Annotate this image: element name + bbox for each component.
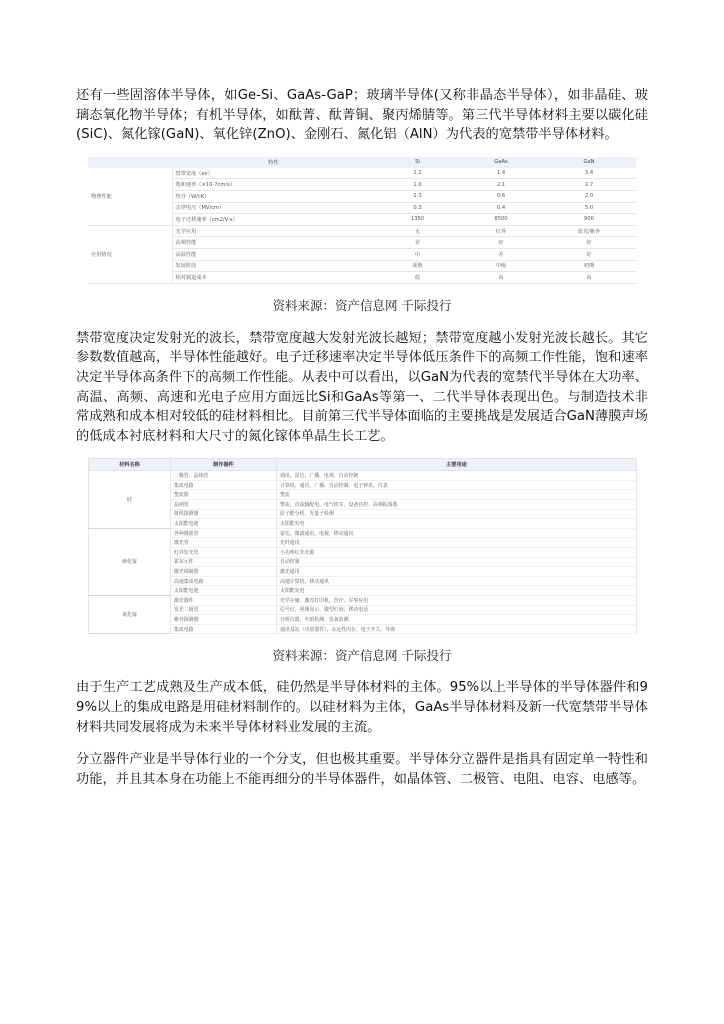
table1-header-gan: GaN — [542, 157, 636, 168]
table-row — [89, 596, 637, 606]
table-cell: 1.0 — [375, 179, 460, 191]
table-cell: 太阳能发电 — [277, 519, 637, 529]
table-cell: 紫外探测器 — [171, 615, 277, 625]
table-cell: 900 — [542, 214, 636, 226]
semiconductor-applications-table — [88, 458, 637, 634]
table2-group-label: 氮化镓 — [89, 596, 171, 634]
table1-header-group — [88, 157, 172, 168]
paragraph-4: 分立器件产业是半导体行业的一个分支，但也极其重要。半导体分立器件是指具有固定单一特性和功能，并且其本身在功能上不能再细分的半导体器件，如晶体管、二极管、电阻、电容、电感等。 — [76, 752, 648, 787]
table1-header-row — [88, 157, 636, 168]
table-cell: 击穿电压（MV/cm） — [172, 202, 375, 214]
table-cell: 光学应用 — [172, 225, 375, 237]
table-cell: 射线探测器 — [171, 509, 277, 519]
table2-header-row — [89, 459, 637, 471]
table-cell: 计算机、通讯、广播、自动控制、电子钟表、仪表 — [277, 480, 637, 490]
table-row — [89, 557, 637, 567]
table-cell: 自动控制 — [277, 557, 637, 567]
table-row — [89, 490, 637, 500]
table-cell: 1.1 — [375, 168, 460, 179]
table-cell: 原子能分析、光量子检测 — [277, 509, 637, 519]
table-row — [89, 471, 637, 481]
table-cell: 0.3 — [375, 202, 460, 214]
table-cell: 高温性能 — [172, 248, 375, 260]
table-cell: 红外 — [460, 225, 542, 237]
table-cell: 晶闸管 — [171, 500, 277, 510]
table-row — [89, 528, 637, 538]
table-cell: 饱和速率（×10-7cm/s） — [172, 179, 375, 191]
table2-header-material: 材料名称 — [89, 459, 171, 471]
table-cell: 成熟 — [375, 260, 460, 272]
table-cell: 发光二极管 — [171, 605, 277, 615]
table-cell: 好 — [542, 237, 636, 249]
table2-group-label: 砷化镓 — [89, 528, 171, 595]
table-cell: 分析仪器、火焰检测、臭氧监测 — [277, 615, 637, 625]
table-cell: 激光通讯 — [277, 567, 637, 577]
table-row — [89, 509, 637, 519]
table-row — [89, 605, 637, 615]
table-cell: 中 — [375, 248, 460, 260]
table-cell: 差 — [460, 248, 542, 260]
table-cell: 低 — [375, 272, 460, 284]
table-cell: 蓝光/紫外 — [542, 225, 636, 237]
table-cell: 太阳能发电 — [277, 586, 637, 596]
table-row — [89, 480, 637, 490]
table-cell: 二极管、晶体管 — [171, 471, 277, 481]
table-cell: 2.7 — [542, 179, 636, 191]
table-row — [88, 225, 636, 237]
table1-header-gaas: GaAs — [460, 157, 542, 168]
table-cell: 差 — [375, 237, 460, 249]
table-cell: 集成电路 — [171, 480, 277, 490]
paragraph-1: 还有一些固溶体半导体，如Ge-Si、GaAs-GaP；玻璃半导体(又称非晶态半导体），如非晶硅、玻璃态氧化物半导体；有机半导体，如酞菁、酞菁铜、聚丙烯腈等。第三代半导体材料主要以碳化硅(SiC)、氮化镓(GaN)、氧化锌(ZnO)、金刚石、氮化铝（AlN）为代表的宽禁带半导体材料。 — [76, 88, 648, 143]
paragraph-3: 由于生产工艺成熟及生产成本低，硅仍然是半导体材料的主体。95%以上半导体的半导体器件和99%以上的集成电路是用硅材料制作的。以硅材料为主体，GaAs半导体材料及新一代宽禁带半导体材料共同发展将成为未来半导体材料业发展的主流。 — [76, 680, 648, 735]
table-cell: 3.4 — [542, 168, 636, 179]
table2-group-label: 硅 — [89, 471, 171, 529]
table-row — [89, 500, 637, 510]
table1-header-si: Si — [375, 157, 460, 168]
table1-group-label: 物理性能 — [88, 168, 172, 225]
table-cell: 通讯基站（功放器件）、永远性内存、电子开关、导弹 — [277, 624, 637, 634]
table-row — [89, 624, 637, 634]
table-cell: 太阳能电池 — [171, 519, 277, 529]
table-row — [89, 576, 637, 586]
table-row — [89, 615, 637, 625]
table-cell: 初期 — [542, 260, 636, 272]
table-cell: 太阳能电池 — [171, 586, 277, 596]
table-cell: 集成电路 — [171, 624, 277, 634]
table-cell: 好 — [542, 248, 636, 260]
table-cell: 小功率红外光源 — [277, 548, 637, 558]
table-cell: 整流 — [277, 490, 637, 500]
table-row — [89, 548, 637, 558]
table-cell: 整流器 — [171, 490, 277, 500]
table-cell: 雷达、微波通讯、电视、移动通讯 — [277, 528, 637, 538]
table-cell: 2.0 — [542, 190, 636, 202]
table2-header-device: 制作器件 — [171, 459, 277, 471]
table-cell: 通讯、雷达、广播、电视、自动控制 — [277, 471, 637, 481]
table-cell: 8500 — [460, 214, 542, 226]
table-row — [88, 168, 636, 179]
table-cell: 高速集成电路 — [171, 576, 277, 586]
table-cell: 发展阶段 — [172, 260, 375, 272]
table-row — [89, 519, 637, 529]
table-cell: 无 — [375, 225, 460, 237]
table-row — [89, 586, 637, 596]
table-cell: 霍尔元件 — [171, 557, 277, 567]
table-cell: 热导（W/cK） — [172, 190, 375, 202]
table-cell: 整流、直流输配电、电气机车、设备自控、高频振荡器 — [277, 500, 637, 510]
table-cell: 高频性能 — [172, 237, 375, 249]
table-cell: 1.3 — [375, 190, 460, 202]
table1-source-caption: 资料来源：资产信息网 千际投行 — [272, 297, 452, 313]
table-cell: 高 — [460, 272, 542, 284]
paragraph-2: 禁带宽度决定发射光的波长，禁带宽度越大发射光波长越短；禁带宽度越小发射光波长越长。其它参数数值越高，半导体性能越好。电子迁移速率决定半导体低压条件下的高频工作性能，饱和速率决定半导体高条件下的高频工作性能。从表中可以看出，以GaN为代表的宽禁代半导体在大功率、高温、高频、高速和光电子应用方面远比Si和GaAs等第一、二代半导体表现出色。与制造技术非常成熟和成本相对较低的硅材料相比。目前第三代半导体面临的主要挑战是发展适合GaN薄膜声场的低成本衬底材料和大尺寸的氮化镓体单晶生长工艺。 — [76, 330, 648, 444]
table1-group-label: 应用情况 — [88, 225, 172, 283]
semiconductor-properties-table — [88, 157, 636, 284]
table-cell: 光纤通讯 — [277, 538, 637, 548]
table-cell: 2.1 — [460, 179, 542, 191]
table-cell: 各种微波管 — [171, 528, 277, 538]
table-cell: 激光器件 — [171, 596, 277, 606]
document-page — [76, 86, 648, 789]
table-cell: 高速计算机、移动通讯 — [277, 576, 637, 586]
table-cell: 电子迁移速率（cm2/V-s） — [172, 214, 375, 226]
table-cell: 激光调制器 — [171, 567, 277, 577]
table2-source-caption: 资料来源：资产信息网 千际投行 — [272, 648, 452, 664]
table-cell: 0.6 — [460, 190, 542, 202]
table-row — [89, 538, 637, 548]
table-cell: 1.4 — [460, 168, 542, 179]
table-cell: 1350 — [375, 214, 460, 226]
table-cell: 信号灯、视频显示、微型灯泡、移动电话 — [277, 605, 637, 615]
table-row — [89, 567, 637, 577]
table-cell: 高 — [542, 272, 636, 284]
table-cell: 禁带宽度（ev） — [172, 168, 375, 179]
table1-header-property: 特性 — [172, 157, 375, 168]
table-cell: 5.0 — [542, 202, 636, 214]
table-cell: 0.4 — [460, 202, 542, 214]
table-cell: 红外发光管 — [171, 548, 277, 558]
table-cell: 激光管 — [171, 538, 277, 548]
table-cell: 好 — [460, 237, 542, 249]
table-cell: 相对制造成本 — [172, 272, 375, 284]
table-cell: 光学存储、激光打印机、医疗、军事应用 — [277, 596, 637, 606]
table-cell: 中级 — [460, 260, 542, 272]
table2-header-usage: 主要用途 — [277, 459, 637, 471]
